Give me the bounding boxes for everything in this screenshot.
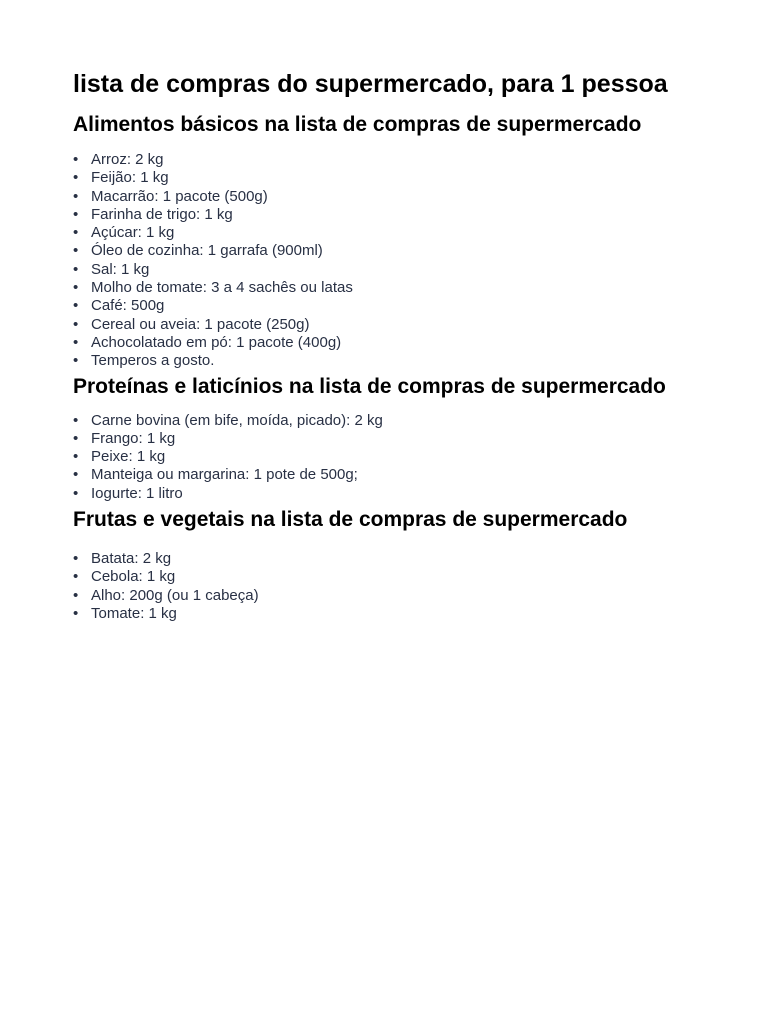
- list-item-text: Sal: 1 kg: [91, 260, 150, 278]
- list-item: [73, 605, 713, 623]
- list-item-text: Macarrão: 1 pacote (500g): [91, 187, 268, 205]
- bullet-icon: •: [73, 242, 79, 260]
- document-page: [73, 62, 713, 623]
- bullet-icon: •: [73, 187, 79, 205]
- list-item-text: Açúcar: 1 kg: [91, 224, 175, 242]
- list-item-text: Frango: 1 kg: [91, 429, 176, 447]
- list-item-text: Peixe: 1 kg: [91, 448, 166, 466]
- list-item: [73, 485, 713, 503]
- list-item-text: Feijão: 1 kg: [91, 169, 169, 187]
- bullet-icon: •: [73, 169, 79, 187]
- list-item-text: Tomate: 1 kg: [91, 604, 177, 622]
- section-heading-basic-foods: Alimentos básicos na lista de compras de supermercado: [73, 113, 642, 136]
- list-item: [73, 297, 713, 315]
- list-item-text: Arroz: 2 kg: [91, 151, 164, 168]
- list-item: [73, 448, 713, 466]
- bullet-icon: •: [73, 333, 79, 351]
- bullet-icon: •: [73, 205, 79, 223]
- list-item: [73, 169, 713, 187]
- list-item: [73, 279, 713, 297]
- list-item: [73, 352, 713, 370]
- bullet-icon: •: [73, 151, 79, 168]
- list-item: [73, 587, 713, 605]
- bullet-icon: •: [73, 279, 79, 297]
- list-item: [73, 466, 713, 484]
- list-item-text: Farinha de trigo: 1 kg: [91, 205, 233, 223]
- list-item: [73, 316, 713, 334]
- list-item: [73, 242, 713, 260]
- bullet-icon: •: [73, 586, 79, 604]
- bullet-icon: •: [73, 297, 79, 315]
- list-item-text: Óleo de cozinha: 1 garrafa (900ml): [91, 242, 323, 260]
- list-item: [73, 224, 713, 242]
- bullet-icon: •: [73, 466, 79, 484]
- list-item: [73, 151, 713, 169]
- list-item-text: Temperos a gosto.: [91, 352, 215, 370]
- bullet-icon: •: [73, 260, 79, 278]
- list-item-text: Cebola: 1 kg: [91, 568, 176, 586]
- list-item: [73, 206, 713, 224]
- basic-foods-list: [73, 151, 713, 371]
- list-item-text: Cereal ou aveia: 1 pacote (250g): [91, 315, 310, 333]
- list-item-text: Batata: 2 kg: [91, 550, 172, 568]
- bullet-icon: •: [73, 550, 79, 568]
- section-heading-fruits-vegetables: Frutas e vegetais na lista de compras de supermercado: [73, 508, 628, 532]
- proteins-dairy-list: [73, 412, 713, 503]
- page-title: lista de compras do supermercado, para 1 pessoa: [73, 70, 668, 98]
- list-item: [73, 188, 713, 206]
- fruits-vegetables-list: [73, 550, 713, 623]
- section-heading-proteins-dairy: Proteínas e laticínios na lista de compras de supermercado: [73, 374, 666, 398]
- bullet-icon: •: [73, 315, 79, 333]
- bullet-icon: •: [73, 604, 79, 622]
- list-item-text: Iogurte: 1 litro: [91, 484, 183, 502]
- list-item-text: Café: 500g: [91, 297, 165, 315]
- list-item-text: Molho de tomate: 3 a 4 sachês ou latas: [91, 279, 353, 297]
- list-item: [73, 412, 713, 430]
- bullet-icon: •: [73, 484, 79, 502]
- list-item: [73, 568, 713, 586]
- bullet-icon: •: [73, 429, 79, 447]
- list-item: [73, 334, 713, 352]
- list-item-text: Carne bovina (em bife, moída, picado): 2 kg: [91, 411, 383, 429]
- bullet-icon: •: [73, 568, 79, 586]
- list-item: [73, 550, 713, 568]
- list-item-text: Achocolatado em pó: 1 pacote (400g): [91, 333, 342, 351]
- list-item-text: Manteiga ou margarina: 1 pote de 500g;: [91, 466, 358, 484]
- bullet-icon: •: [73, 448, 79, 466]
- bullet-icon: •: [73, 224, 79, 242]
- list-item-text: Alho: 200g (ou 1 cabeça): [91, 586, 259, 604]
- list-item: [73, 430, 713, 448]
- list-item: [73, 261, 713, 279]
- bullet-icon: •: [73, 352, 79, 370]
- bullet-icon: •: [73, 411, 79, 429]
